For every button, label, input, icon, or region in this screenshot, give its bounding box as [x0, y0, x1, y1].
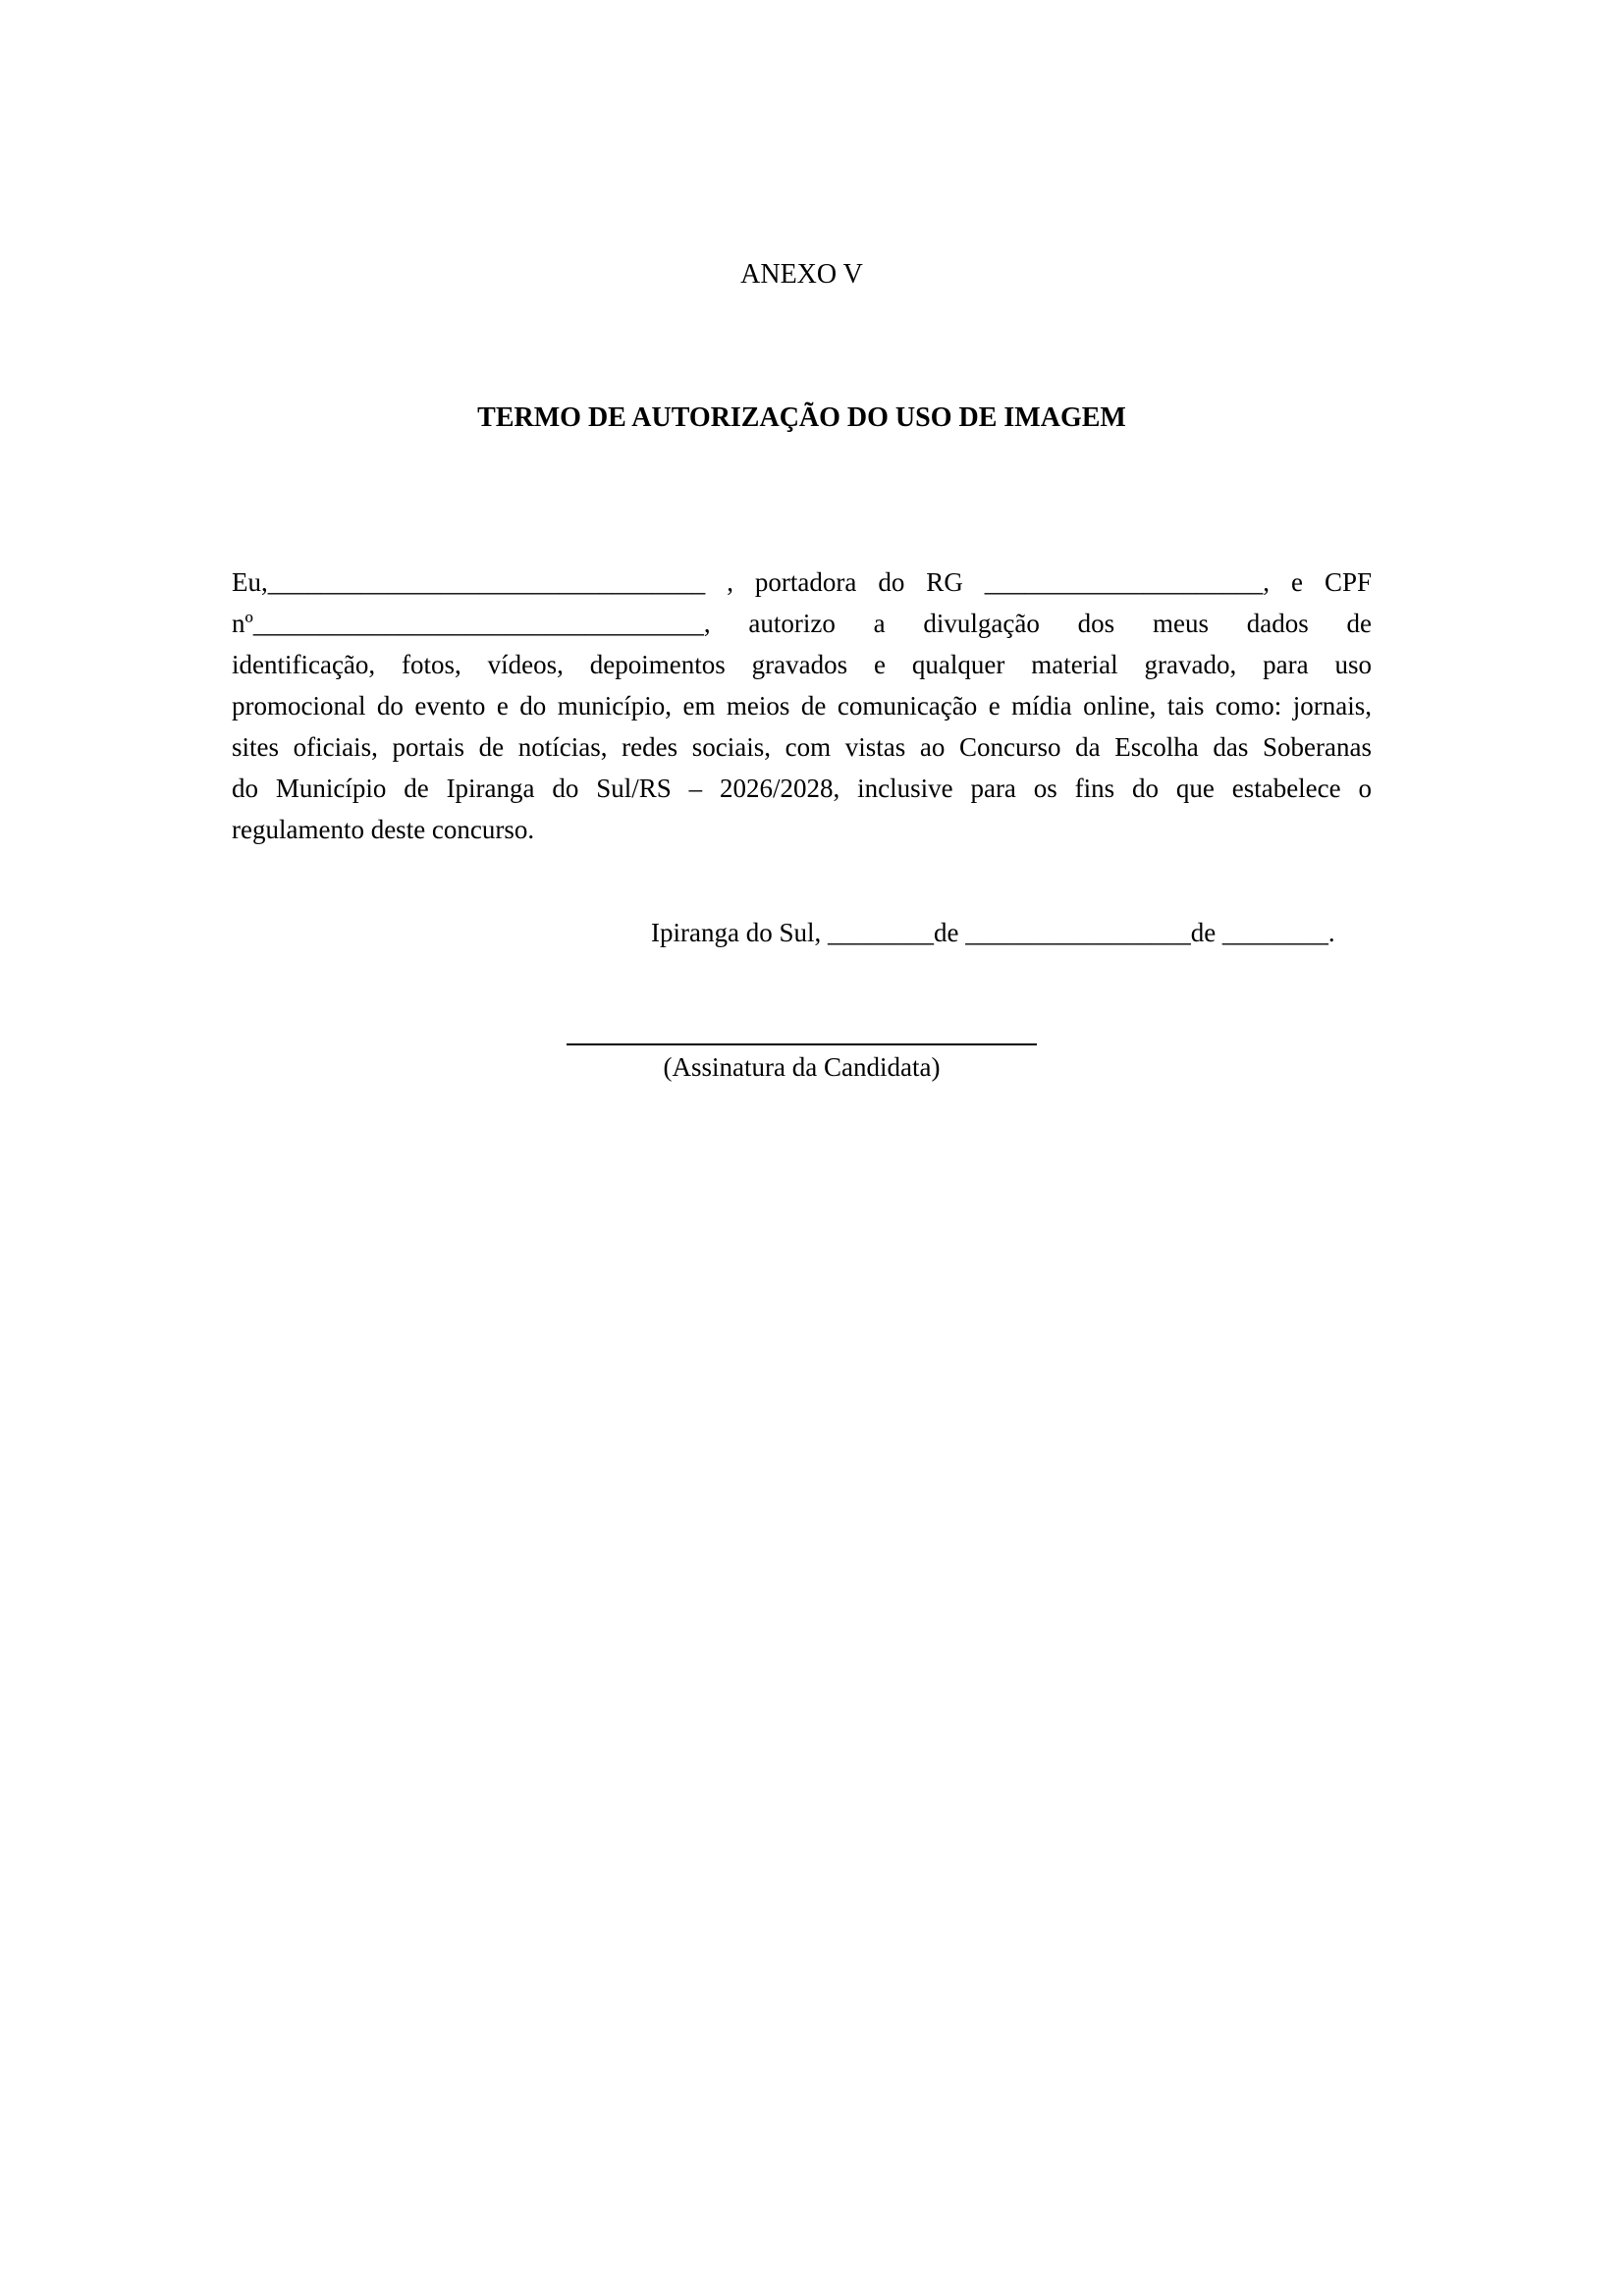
paragraph-line: promocional do evento e do município, em meios de comunicação e mídia online, tais como: jornais,	[232, 691, 1372, 721]
paragraph-line: sites oficiais, portais de notícias, redes sociais, com vistas ao Concurso da Escolha das Soberanas	[232, 732, 1372, 762]
paragraph-line-cpf-blank: nº__________________________________, autorizo a divulgação dos meus dados de	[232, 609, 1372, 638]
paragraph-line-last: regulamento deste concurso.	[232, 815, 535, 844]
document-title: TERMO DE AUTORIZAÇÃO DO USO DE IMAGEM	[477, 402, 1126, 433]
date-place-line: Ipiranga do Sul, ________de _________________de ________.	[651, 918, 1335, 947]
annex-heading: ANEXO V	[740, 259, 863, 290]
paragraph-line-identity-blanks: Eu,_________________________________ , portadora do RG _____________________, e CPF	[232, 567, 1372, 597]
authorization-paragraph	[232, 561, 1372, 850]
paragraph-line: do Município de Ipiranga do Sul/RS – 2026/2028, inclusive para os fins do que estabelece o	[232, 774, 1372, 803]
signature-line	[567, 1043, 1037, 1045]
paragraph-line: identificação, fotos, vídeos, depoimentos gravados e qualquer material gravado, para uso	[232, 650, 1372, 679]
signature-caption: (Assinatura da Candidata)	[663, 1052, 941, 1082]
